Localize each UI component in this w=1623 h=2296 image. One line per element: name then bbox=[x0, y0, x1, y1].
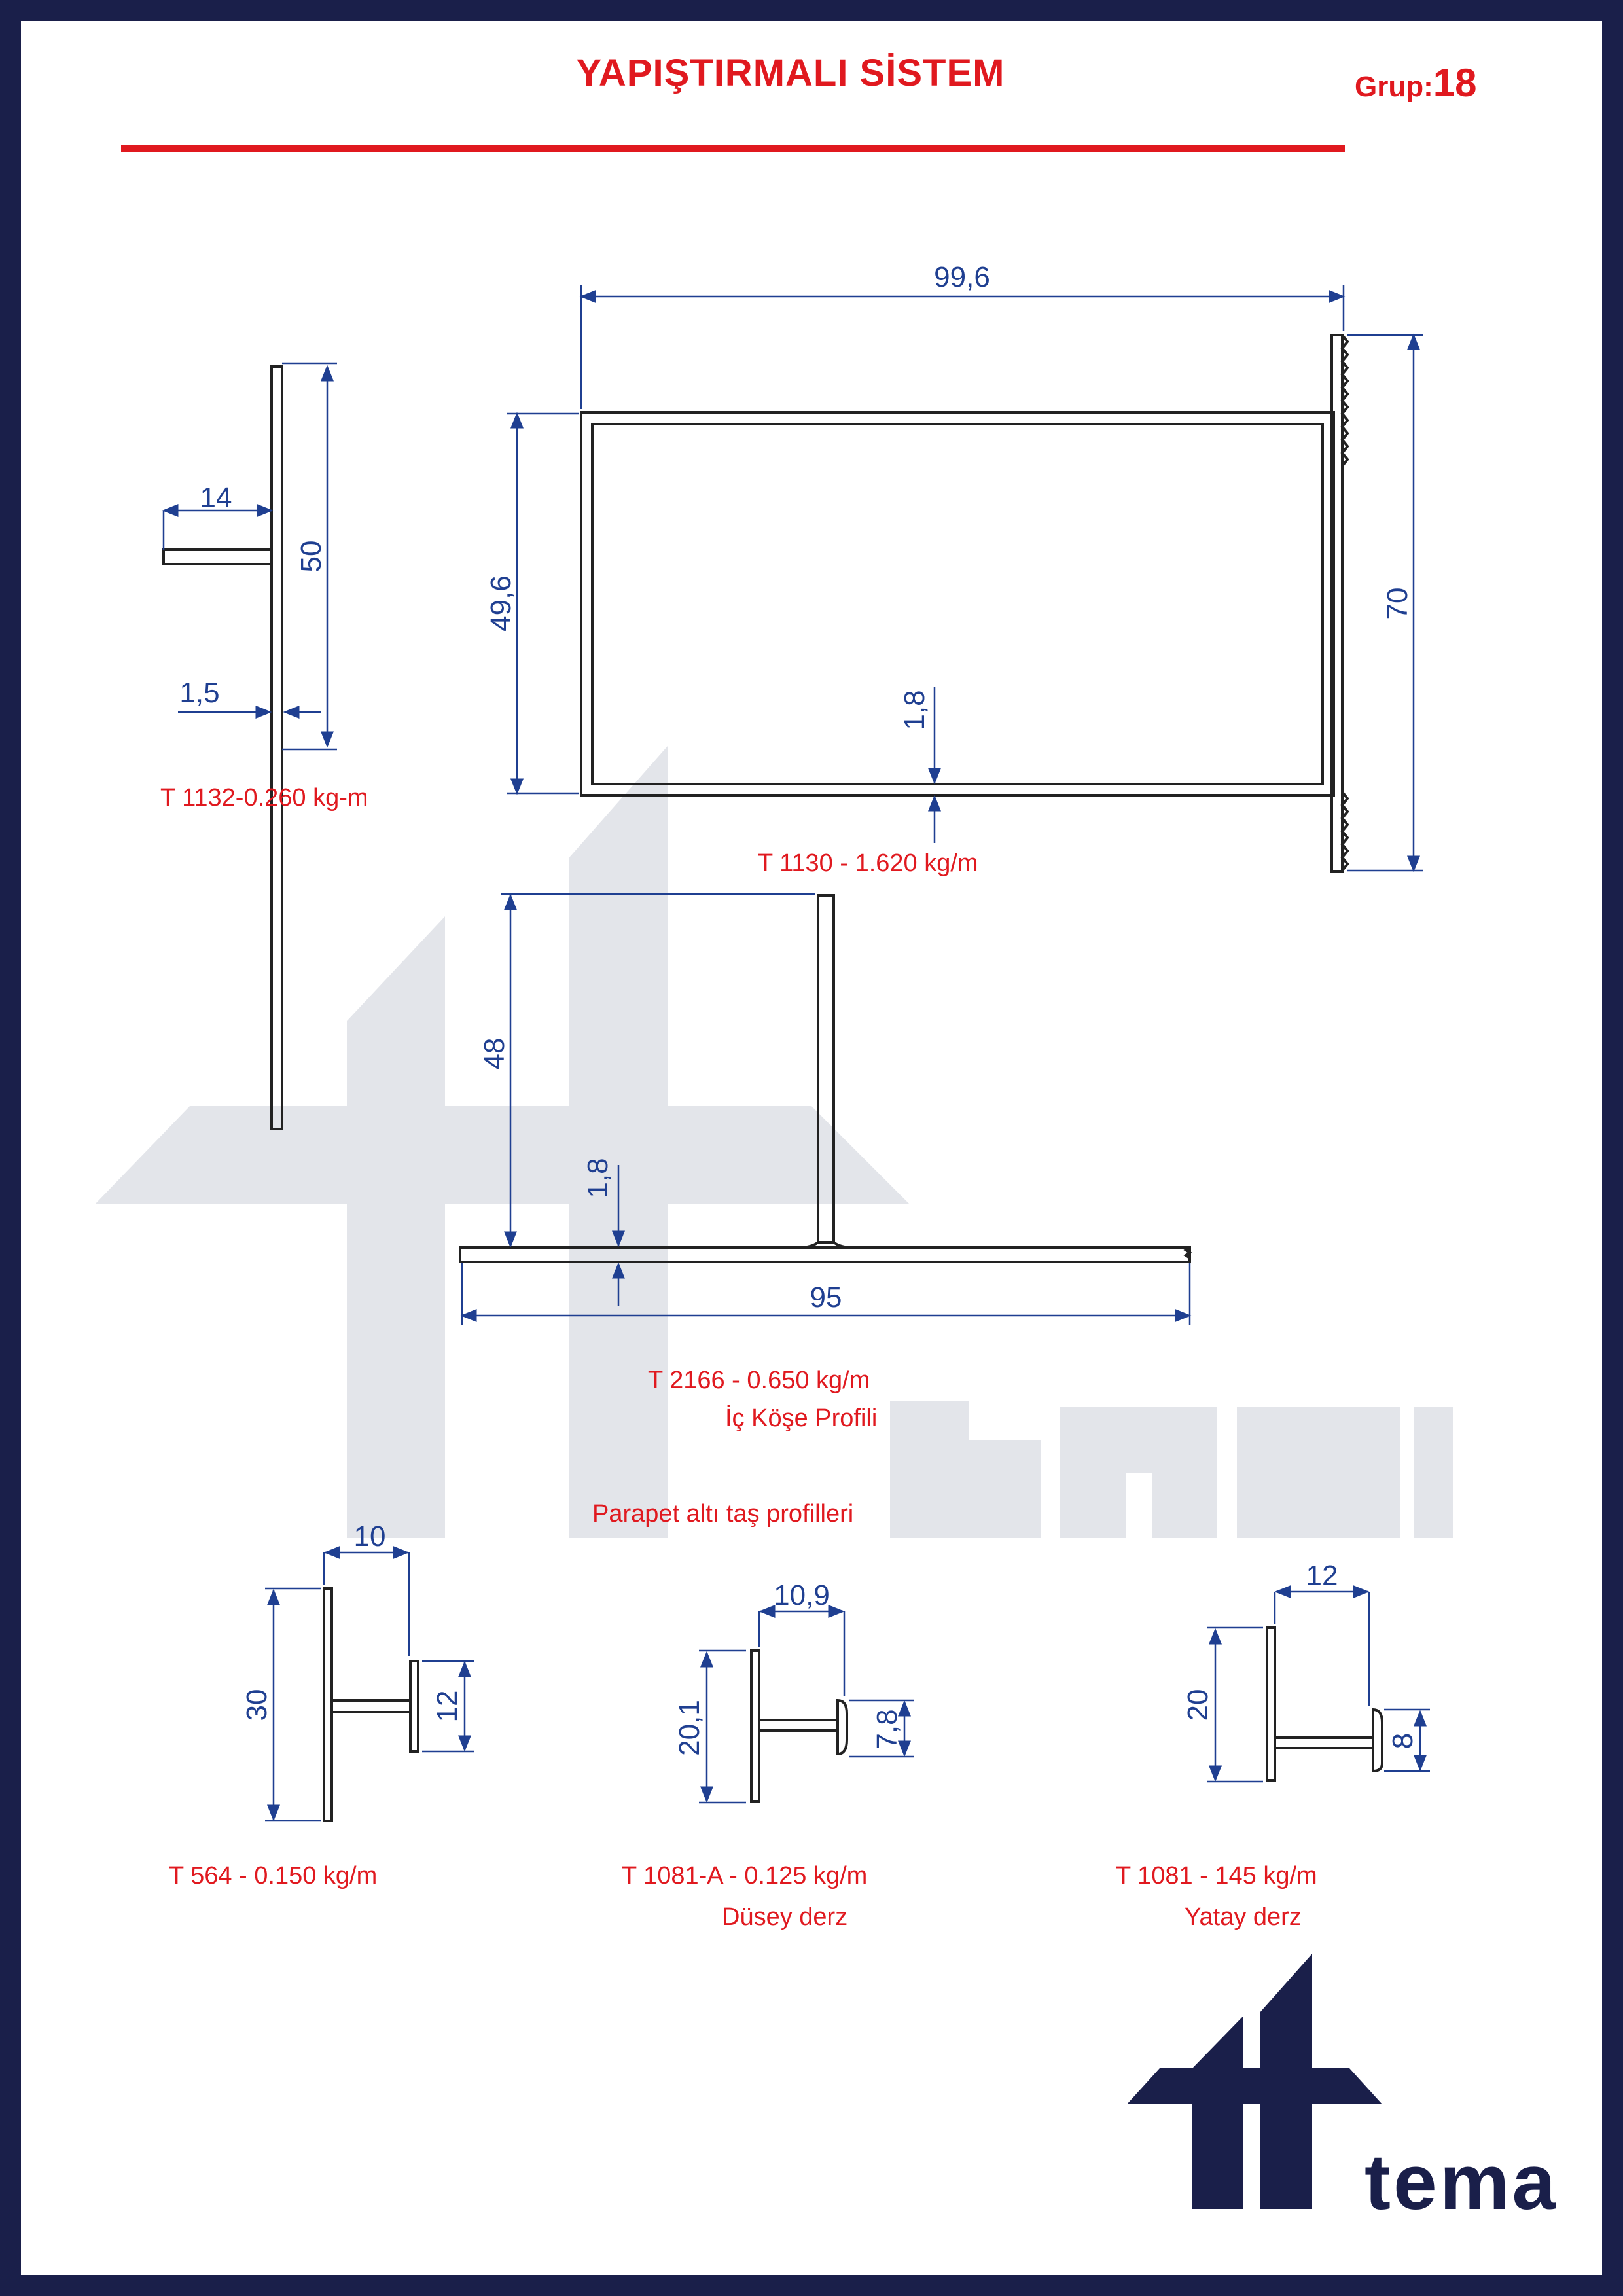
dim-t1132-height: 50 bbox=[295, 540, 327, 573]
profile-t1081-code: T 1081 - 145 kg/m bbox=[1116, 1862, 1317, 1890]
profile-t1081-subtitle: Yatay derz bbox=[1185, 1903, 1302, 1931]
group-number: 18 bbox=[1433, 61, 1477, 105]
dim-t1081-flange: 8 bbox=[1387, 1732, 1419, 1749]
profile-t1081a-drawing bbox=[751, 1651, 847, 1801]
group-label-text: Grup: bbox=[1355, 71, 1433, 103]
profile-t564-code: T 564 - 0.150 kg/m bbox=[169, 1862, 378, 1890]
dim-t564-width: 10 bbox=[353, 1520, 386, 1552]
dim-t1081a-width: 10,9 bbox=[774, 1579, 830, 1611]
profile-t1081a-code: T 1081-A - 0.125 kg/m bbox=[622, 1862, 868, 1890]
page-title: YAPIŞTIRMALI SİSTEM bbox=[576, 52, 1005, 94]
profile-t564-dimensions bbox=[265, 1552, 474, 1821]
dim-t564-height: 30 bbox=[241, 1689, 273, 1721]
dim-t1130-thickness: 1,8 bbox=[899, 690, 931, 730]
profile-t564-drawing bbox=[324, 1588, 418, 1821]
dim-t2166-height: 48 bbox=[478, 1037, 510, 1070]
profile-t1081-drawing bbox=[1267, 1628, 1382, 1780]
profile-t2166-code: T 2166 - 0.650 kg/m bbox=[648, 1367, 870, 1394]
profile-t2166-subtitle: İç Köşe Profili bbox=[725, 1405, 878, 1432]
dim-t2166-thickness: 1,8 bbox=[582, 1158, 614, 1198]
dim-t1081-height: 20 bbox=[1182, 1689, 1214, 1721]
tema-logo bbox=[1127, 1954, 1558, 2226]
dim-t1132-width: 14 bbox=[200, 482, 232, 514]
dim-t1081a-flange: 7,8 bbox=[871, 1709, 903, 1749]
dim-t2166-width: 95 bbox=[810, 1282, 842, 1314]
profile-t1081a-dimensions bbox=[699, 1611, 914, 1803]
section-label: Parapet altı taş profilleri bbox=[592, 1500, 854, 1528]
dim-t1132-thickness: 1,5 bbox=[179, 677, 220, 709]
profile-t1081a-subtitle: Düsey derz bbox=[722, 1903, 848, 1931]
profile-t1130-drawing bbox=[581, 335, 1347, 872]
profile-t1130-code: T 1130 - 1.620 kg/m bbox=[758, 850, 978, 877]
profile-t1132-code: T 1132-0.260 kg-m bbox=[160, 784, 368, 812]
profile-t1132-drawing bbox=[164, 367, 282, 1129]
dim-t1130-height: 49,6 bbox=[485, 575, 517, 632]
dim-t564-flange: 12 bbox=[431, 1690, 463, 1723]
dim-t1081-width: 12 bbox=[1306, 1560, 1338, 1592]
dim-t1130-total-height: 70 bbox=[1382, 587, 1414, 620]
dim-t1081a-height: 20,1 bbox=[673, 1700, 705, 1756]
logo-wordmark: tema bbox=[1364, 2138, 1559, 2226]
profile-t1081-dimensions bbox=[1207, 1592, 1430, 1782]
dim-t1130-width: 99,6 bbox=[934, 261, 990, 293]
